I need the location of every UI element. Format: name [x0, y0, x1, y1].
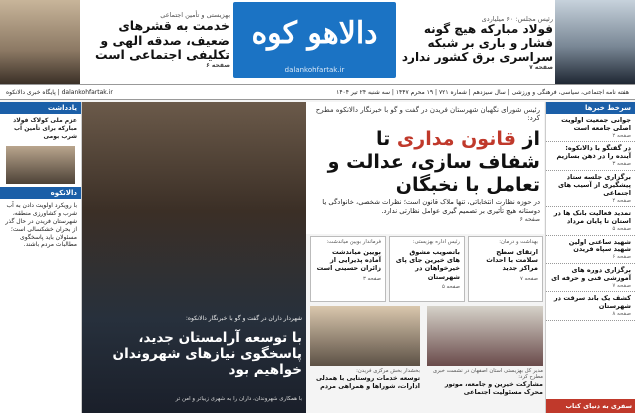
- headline-text: کشف یک باند سرقت در شهرستان: [553, 294, 631, 311]
- page-number: صفحه ۳: [612, 161, 631, 168]
- note-body: با رویکرد اولویت دادن به آب شرب و کشاورزی منطقه، شهرستان فریدن در حال گذر از بحران خشکسالی است؛ مسئولان باید پاسخگوی مطالبات مردم باشند.: [5, 202, 77, 249]
- page-number: صفحه ۵: [442, 283, 460, 290]
- headline-text: برگزاری جلسه ستاد پیشگیری از آسیب های اجتماعی: [558, 172, 631, 197]
- page-number: صفحه ۷: [612, 282, 631, 289]
- notes-header: یادداشت: [0, 102, 81, 114]
- notes-subheader: دالانکوه: [0, 187, 81, 199]
- headline-text: تمدید فعالیت بانک ها در استان تا پایان مرداد: [553, 209, 631, 226]
- headline-item[interactable]: [546, 264, 635, 292]
- box-kicker: بهداشت و درمان:: [499, 239, 538, 245]
- story-kicker: مدیر کل بهزیستی استان اصفهان در نشست خبری مطرح کرد:: [433, 368, 543, 380]
- bottom-story-left[interactable]: [310, 368, 420, 390]
- note-title[interactable]: عزم ملی کولاک فولاد مبارکه برای تأمین آب شرب بومی: [13, 117, 77, 140]
- headlines-header: سرخط خبرها: [546, 102, 635, 114]
- headline-item[interactable]: [546, 236, 635, 264]
- headline-text: در گفتگو با دالانکوه: آینده را در ذهن بسازیم: [556, 144, 631, 161]
- page-number: صفحه ۳: [363, 275, 381, 282]
- main-story-foot: با همکاری شهروندان، داران را به شهری زیباتر و امن تر: [175, 396, 302, 402]
- news-box[interactable]: [468, 236, 543, 302]
- story-headline: فولاد مبارکه هیچ گونه فشار و باری بر شبکه سراسری برق کشور ندارد: [401, 22, 553, 65]
- box-headline: ارتقای سطح سلامت با احداث مراکز جدید: [486, 248, 538, 273]
- page-number: صفحه ۸: [612, 311, 631, 318]
- site-address: dalankohfartak.ir | پایگاه خبری دالانکوه: [6, 89, 113, 96]
- headlines-column: [545, 102, 635, 413]
- lead-headline[interactable]: [312, 128, 540, 196]
- page-number: صفحه ۶: [206, 61, 230, 69]
- notes-column: [0, 102, 82, 413]
- page-number: صفحه ۷: [529, 63, 553, 71]
- story-kicker: بخشدار بخش مرکزی فریدن:: [356, 368, 420, 374]
- logo-subtitle: dalankohfartak.ir: [284, 66, 345, 74]
- story-headline: خدمت به قشرهای ضعیف، صدقه الهی و تکلیفی اجتماعی است: [95, 18, 230, 63]
- page-number: صفحه ۲: [612, 132, 631, 139]
- lead-kicker: رئیس شورای نگهبان شهرستان فریدن در گفت و گو با خبرنگار دالانکوه مطرح کرد:: [315, 106, 540, 123]
- lead-headline-end: تا شفاف سازی، عدالت و تعامل با نخبگان: [327, 128, 540, 196]
- bottom-story-right[interactable]: [427, 368, 543, 396]
- headline-item[interactable]: [546, 207, 635, 235]
- box-headline: بویین میاندشت آماده پذیرایی از زائران حسینی است: [316, 248, 381, 273]
- page-number: صفحه ۶: [519, 215, 540, 223]
- masthead-right-story[interactable]: [398, 16, 553, 72]
- headline-item[interactable]: [546, 171, 635, 207]
- newspaper-logo[interactable]: [233, 2, 396, 78]
- headline-text: جوانی جمعیت اولویت اصلی جامعه است: [561, 116, 631, 132]
- headline-text: برگزاری دوره های آموزشی فنی و حرفه ای: [551, 265, 631, 282]
- lead-headline-start: از: [515, 128, 540, 150]
- box-kicker: فرماندار بویین میاندشت:: [326, 239, 381, 245]
- headline-text: شهید ساعتی اولین شهید سپاه فریدن: [568, 237, 631, 254]
- issue-info-bar: [0, 84, 635, 100]
- speaker-photo: [555, 0, 635, 84]
- lead-body: [312, 198, 540, 223]
- lead-body-text: در حوزه نظارت انتخاباتی، تنها ملاک قانون است؛ نظرات شخصی، خانوادگی یا دوستانه هیچ تأثیری بر تصمیم گیری عوامل نظارتی ندارد.: [322, 198, 540, 215]
- headline-item[interactable]: [546, 142, 635, 170]
- news-box[interactable]: [310, 236, 386, 302]
- headline-item[interactable]: [546, 292, 635, 320]
- director-photo[interactable]: [427, 306, 543, 366]
- story-headline: توسعه خدمات روستایی با همدلی ادارات، شوراها و همراهی مردم: [315, 374, 420, 390]
- author-photo: [6, 146, 75, 184]
- headline-item[interactable]: [546, 114, 635, 142]
- main-story-headline[interactable]: با توسعه آرامستان جدید، پاسخگوی نیازهای شهروندان خواهیم بود: [112, 330, 302, 379]
- box-headline: باتصویب مشوق های خیرین جای پای خیرخواهان در شهرستان: [395, 248, 460, 281]
- main-story-kicker: شهردار داران در گفت و گو با خبرنگار دالانکوه:: [185, 315, 302, 322]
- page-number: صفحه ۴: [612, 197, 631, 204]
- lead-headline-highlight: قانون مداری: [396, 128, 516, 150]
- leader-photo: [0, 0, 80, 84]
- story-kicker: بهزیستی و تأمین اجتماعی: [160, 11, 230, 19]
- official-photo[interactable]: [310, 306, 420, 366]
- book-section-banner[interactable]: سفری به دنیای کتاب: [546, 399, 635, 413]
- page-number: صفحه ۶: [612, 254, 631, 261]
- news-box[interactable]: [389, 236, 465, 302]
- page-number: صفحه ۷: [520, 275, 538, 282]
- masthead-left-story[interactable]: [82, 12, 230, 69]
- logo-text: دالاهو کوه: [251, 16, 378, 51]
- story-headline: مشارکت خیرین و جامعه، موتور محرک مسئولیت اجتماعی: [444, 380, 543, 396]
- box-kicker: رئیس اداره بهزیستی:: [412, 239, 460, 245]
- story-kicker: رئیس مجلس: ۶۰ میلیاردی: [481, 15, 553, 23]
- page-number: صفحه ۵: [612, 225, 631, 232]
- issue-details: هفته نامه اجتماعی، سیاسی، فرهنگی و ورزشی | سال سیزدهم | شماره ۷۲۱ | ۱۹ محرم ۱۴۴۷ | سه شنبه ۲۴ تیر ۱۴۰۴: [336, 89, 629, 96]
